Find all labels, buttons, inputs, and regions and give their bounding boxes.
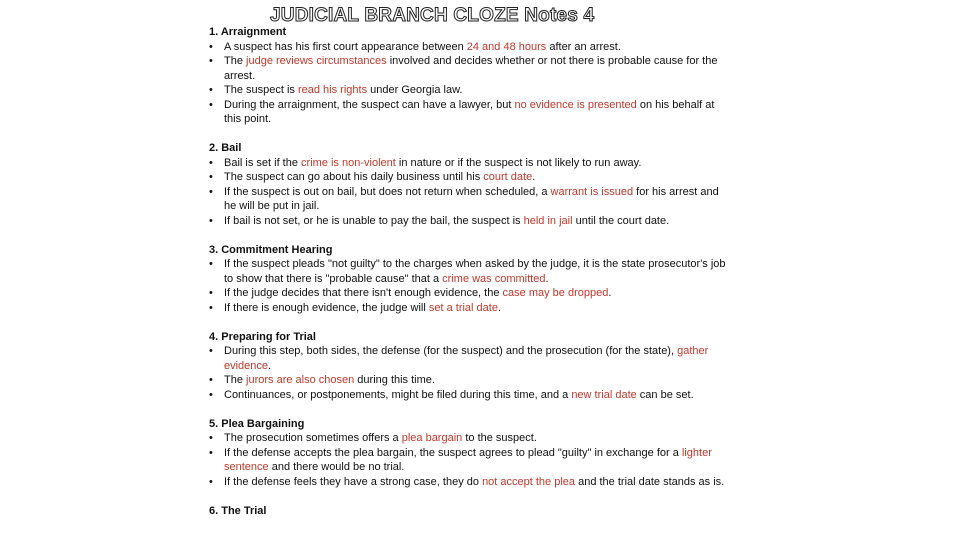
bullet-text: If the judge decides that there isn't enough evidence, the (224, 287, 503, 299)
cloze-answer: crime is non-violent (301, 156, 396, 169)
cloze-answer: read his rights (297, 84, 368, 96)
bullet-text: The (224, 374, 247, 386)
bullet-text: under Georgia law. (367, 84, 463, 96)
bullet-item (209, 40, 729, 55)
section-heading: 3. Commitment Hearing (209, 243, 333, 256)
cloze-answer: new trial date (571, 388, 637, 401)
bullet-list (209, 257, 729, 315)
section (209, 417, 729, 490)
bullet-item (209, 185, 729, 214)
bullet-list (209, 431, 729, 489)
section-heading: 6. The Trial (209, 504, 267, 517)
bullet-text: involved and decides whether or not there is probable cause for the arrest. (224, 55, 718, 82)
bullet-text: If the defense feels they have a strong case, they do (224, 475, 483, 488)
bullet-text: During the arraignment, the suspect can have a lawyer, but (224, 98, 515, 111)
bullet-text: on his behalf at this point. (224, 98, 715, 125)
cloze-answer: gather evidence (224, 345, 709, 372)
cloze-answer: no evidence is presented (514, 98, 637, 111)
bullet-text: A suspect has his first court appearance between (224, 40, 467, 53)
section (209, 141, 729, 228)
bullet-item (209, 156, 729, 171)
bullet-item (209, 54, 729, 83)
bullet-item (209, 301, 729, 316)
bullet-text: If the defense accepts the plea bargain, the suspect agrees to plead "guilty" in exchange for a (224, 446, 682, 459)
section-heading: 4. Preparing for Trial (209, 330, 316, 343)
cloze-answer: 24 and 48 hours (466, 40, 547, 53)
bullet-item (209, 83, 729, 98)
section-heading: 2. Bail (209, 142, 242, 154)
bullet-text: in nature or if the suspect is not likely to run away. (395, 156, 642, 169)
bullet-text: Bail is set if the (224, 156, 302, 169)
bullet-text: for his arrest and he will be put in jail. (224, 185, 719, 212)
section (209, 25, 729, 127)
bullet-item (209, 98, 729, 127)
bullet-item (209, 431, 729, 446)
bullet-text: and the trial date stands as is. (575, 475, 725, 488)
bullet-text: . (268, 359, 272, 372)
cloze-answer: case may be dropped (502, 287, 609, 299)
bullet-text: until the court date. (572, 214, 670, 227)
section (209, 504, 729, 519)
bullet-item (209, 257, 729, 286)
bullet-text: If bail is not set, or he is unable to pay the bail, the suspect is (224, 214, 524, 227)
page-title: JUDICIAL BRANCH CLOZE Notes 4 (270, 5, 595, 26)
bullet-item (209, 446, 729, 475)
notes-content (209, 25, 729, 533)
section-heading: 5. Plea Bargaining (209, 417, 305, 430)
section (209, 243, 729, 316)
bullet-text: If the suspect pleads "not guilty" to the charges when asked by the judge, it is the state prosecutor's job to show that there is "probable cause" that a (224, 258, 726, 285)
bullet-text: . (608, 287, 612, 299)
cloze-answer: set a trial date (428, 301, 498, 314)
bullet-text: and there would be no trial. (268, 461, 405, 473)
section-heading: 1. Arraignment (209, 26, 287, 38)
cloze-answer: crime was committed (442, 272, 546, 285)
bullet-text: . (545, 272, 549, 285)
cloze-answer: lighter sentence (224, 446, 712, 473)
bullet-list (209, 40, 729, 127)
bullet-text: The suspect can go about his daily business until his (224, 171, 484, 183)
cloze-answer: plea bargain (401, 432, 463, 444)
bullet-item (209, 388, 729, 403)
bullet-text: . (497, 301, 502, 314)
cloze-answer: jurors are also chosen (246, 374, 355, 386)
bullet-text: . (532, 171, 536, 183)
bullet-item (209, 344, 729, 373)
bullet-item (209, 286, 729, 301)
bullet-text: can be set. (636, 388, 694, 401)
bullet-list (209, 156, 729, 229)
bullet-item (209, 214, 729, 229)
bullet-text: during this time. (354, 374, 435, 386)
bullet-item (209, 373, 729, 388)
cloze-answer: not accept the plea (482, 475, 576, 488)
bullet-item (209, 170, 729, 185)
bullet-text: The prosecution sometimes offers a (224, 432, 402, 444)
bullet-list (209, 344, 729, 402)
section (209, 330, 729, 403)
bullet-text: If the suspect is out on bail, but does not return when scheduled, a (224, 185, 551, 198)
bullet-item (209, 475, 729, 490)
bullet-text: The suspect is (224, 84, 298, 96)
cloze-answer: held in jail (523, 214, 573, 227)
bullet-text: to the suspect. (462, 432, 537, 444)
cloze-answer: court date (483, 171, 533, 183)
bullet-text: If there is enough evidence, the judge will (224, 301, 429, 314)
bullet-text: Continuances, or postponements, might be filed during this time, and a (224, 388, 572, 401)
bullet-text: after an arrest. (546, 40, 621, 53)
cloze-answer: judge reviews circumstances (246, 55, 387, 67)
cloze-answer: warrant is issued (550, 185, 634, 198)
bullet-text: During this step, both sides, the defense (for the suspect) and the prosecution (for the state), (224, 345, 678, 357)
bullet-text: The (224, 55, 247, 67)
